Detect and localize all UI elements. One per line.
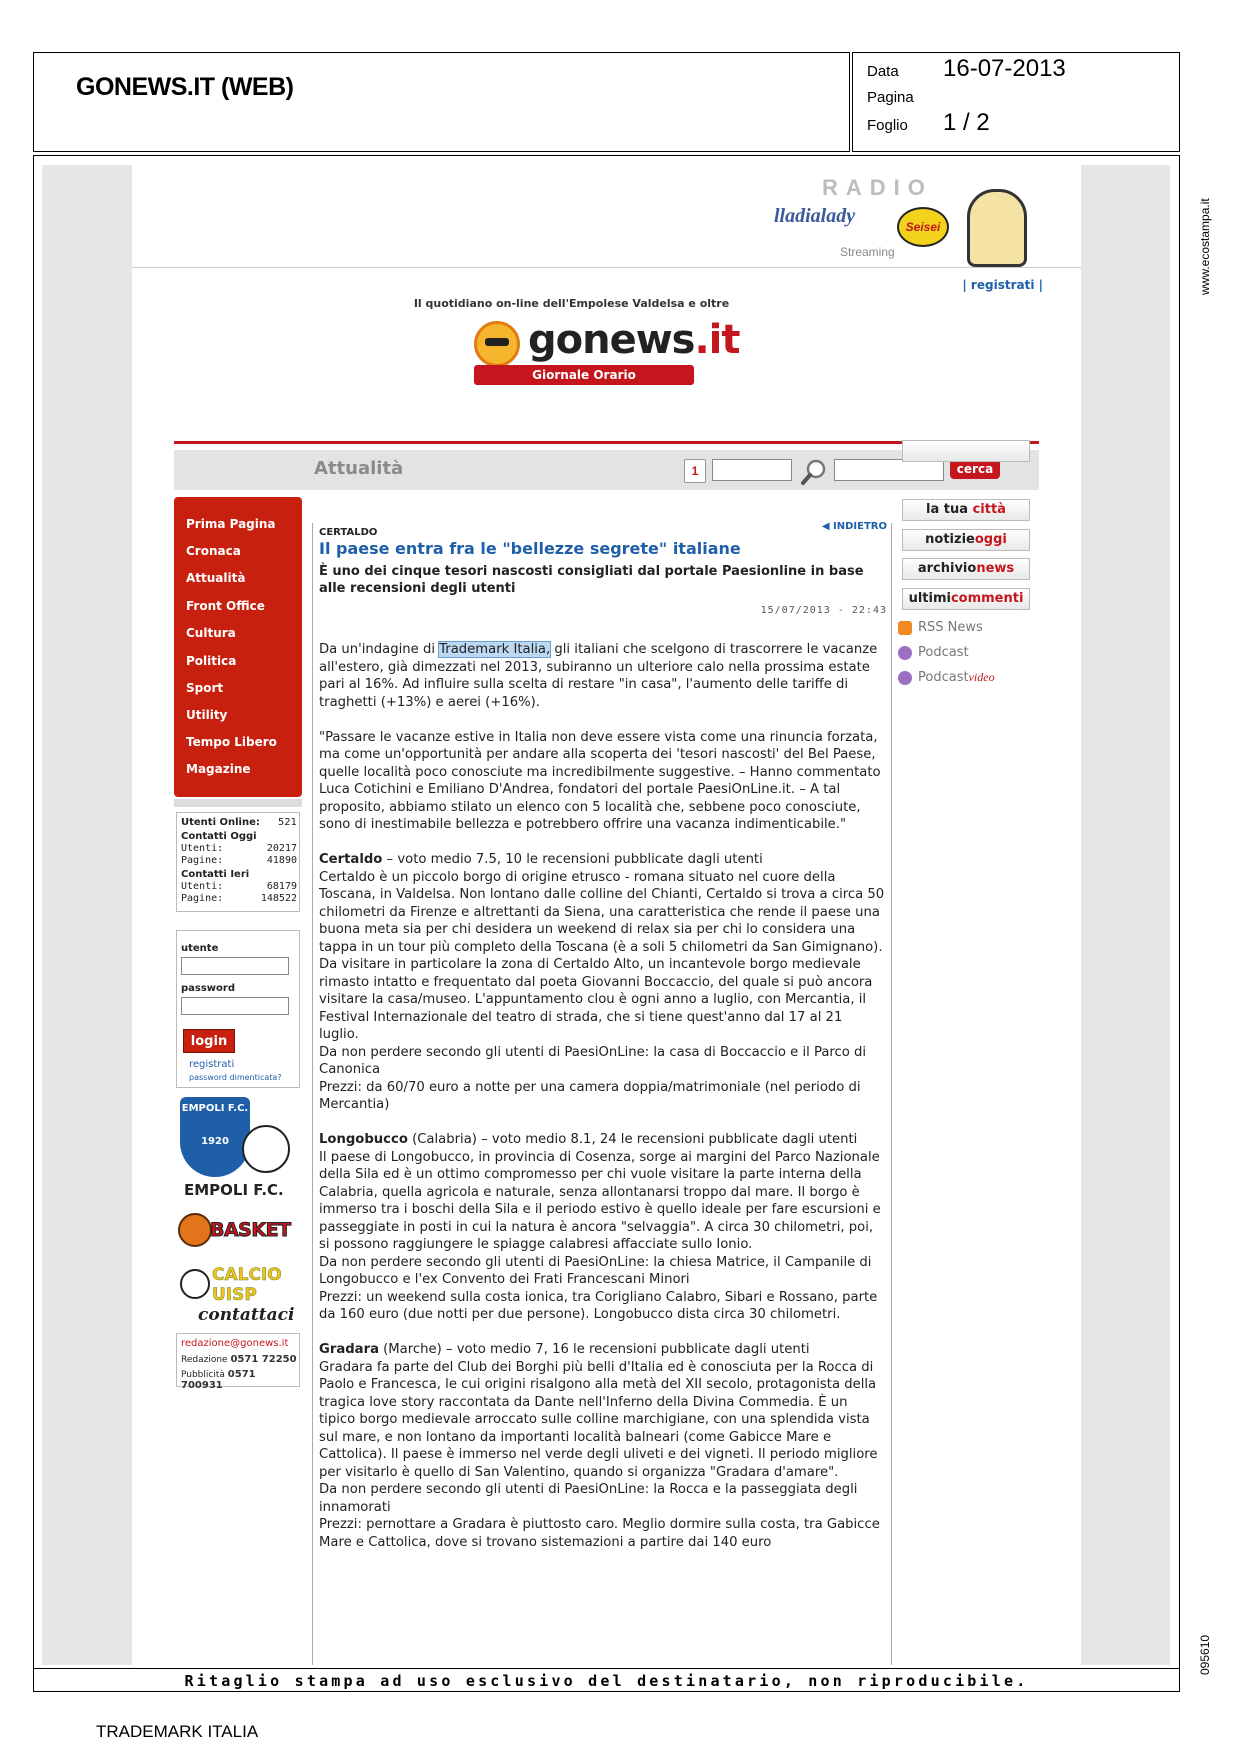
- menu-item-tempo-libero[interactable]: Tempo Libero: [186, 735, 277, 749]
- ieri-pagine-row: Pagine: 148522: [181, 893, 297, 904]
- highlighted-source: Trademark Italia,: [439, 642, 551, 657]
- search-button[interactable]: cerca: [950, 459, 1000, 479]
- registrati-link[interactable]: | registrati |: [962, 278, 1043, 292]
- password-input[interactable]: [181, 997, 289, 1015]
- logo-text: gonews.it: [528, 317, 740, 363]
- registrati-link[interactable]: registrati: [189, 1059, 235, 1070]
- article-date: 15/07/2013 - 22:43: [760, 605, 887, 616]
- streaming-label: Streaming: [840, 245, 895, 259]
- headphones-girl-image: [967, 189, 1027, 267]
- menu-item-prima-pagina[interactable]: Prima Pagina: [186, 517, 276, 531]
- section-title: Attualità: [314, 458, 404, 479]
- basketball-icon: [178, 1213, 212, 1247]
- online-row: Utenti Online: 521: [181, 817, 297, 828]
- data-value: 16-07-2013: [943, 55, 1066, 82]
- oggi-utenti-row: Utenti: 20217: [181, 843, 297, 854]
- divider: [132, 267, 1081, 268]
- oggi-heading: Contatti Oggi: [181, 831, 257, 842]
- article-location: CERTALDO: [319, 527, 378, 538]
- back-link[interactable]: ◀ INDIETRO: [821, 521, 887, 532]
- foglio-value: 1 / 2: [943, 109, 990, 136]
- login-button[interactable]: login: [183, 1029, 235, 1053]
- podcast-link[interactable]: Podcast: [918, 645, 969, 660]
- menu-item-front-office[interactable]: Front Office: [186, 599, 265, 613]
- menu-item-sport[interactable]: Sport: [186, 681, 224, 695]
- rss-news-link[interactable]: RSS News: [918, 620, 983, 635]
- empoli-fc-banner[interactable]: [176, 1097, 300, 1197]
- password-label: password: [181, 983, 236, 994]
- rss-icon: [898, 621, 912, 635]
- paragraph-longobucco: Longobucco (Calabria) – voto medio 8.1, 24 le recensioni pubblicate dagli utenti Il paese di Longobucco, in provincia di Cosenza, sorge ai margini del Parco Nazionale della Sila ed è un ottimo compromesso per chi vuole visitare la parte interna della Calabria, quella agricola e naturale, senza allontanarsi troppo dal mare. Il borgo è immerso tra i boschi della Sila e il periodo estivo è quello ideale per fare escursioni e passeggiate in posti in cui la natura è ancora "selvaggia". A circa 30 chilometri, poi, si possono raggiungere le spiagge calabresi affacciate sullo Ionio. Da non perdere secondo gli utenti di PaesiOnLine: la chiesa Matrice, il Campanile di Longobucco e l'ex Convento dei Frati Francescani Minori Prezzi: un weekend sulla costa ionica, tra Corigliano Calabro, Sibari e Rossano, parte da 160 euro (due notti per due persone). Longobucco dista circa 30 chilometri.: [319, 1132, 881, 1322]
- site-logo[interactable]: [474, 317, 740, 383]
- ieri-heading: Contatti Ieri: [181, 869, 250, 880]
- radio-title: RADIO: [822, 175, 933, 200]
- oggi-pagine-row: Pagine: 41890: [181, 855, 297, 866]
- search-icon: [800, 458, 828, 486]
- contattaci-label: contattaci: [198, 1305, 295, 1325]
- article-subtitle: È uno dei cinque tesori nascosti consigliati dal portale Paesionline in base alle recensioni degli utenti: [319, 564, 864, 596]
- soccer-ball-icon: [242, 1125, 290, 1173]
- podcast-icon: [898, 671, 912, 685]
- placeholder: [902, 440, 1030, 462]
- client-name: TRADEMARK ITALIA: [96, 1722, 259, 1741]
- pubblicita-phone-row: Pubblicità 0571 700931: [181, 1369, 256, 1391]
- visitor-stats: [176, 812, 300, 912]
- radio-logo: lladialady: [774, 205, 856, 227]
- site-tagline: Il quotidiano on-line dell'Empolese Valdelsa e oltre: [413, 297, 730, 310]
- podcast-video-link[interactable]: Podcastvideo: [918, 670, 995, 685]
- podcast-icon: [898, 646, 912, 660]
- ieri-utenti-row: Utenti: 68179: [181, 881, 297, 892]
- footer-notice: Ritaglio stampa ad uso esclusivo del destinatario, non riproducibile.: [33, 1668, 1180, 1692]
- redazione-box: [176, 1333, 300, 1391]
- redazione-phone-row: Redazione 0571 72250: [181, 1354, 297, 1365]
- pagina-label: Pagina: [867, 89, 914, 106]
- side-url: www.ecostampa.it: [1198, 198, 1212, 295]
- article: [312, 523, 892, 1665]
- notizie-oggi-button[interactable]: notizieoggi: [902, 529, 1030, 551]
- calcio-label: CALCIO UISP: [212, 1265, 282, 1305]
- archivio-news-button[interactable]: archivionews: [902, 558, 1030, 580]
- search-input[interactable]: [834, 459, 944, 481]
- empoli-shield-icon: EMPOLI F.C. 1920: [180, 1097, 250, 1177]
- forgot-password-link[interactable]: password dimenticata?: [189, 1073, 282, 1082]
- menu-item-politica[interactable]: Politica: [186, 654, 237, 668]
- contattaci-banner[interactable]: [176, 1287, 300, 1327]
- paragraph-intro: Da un'indagine di Trademark Italia, gli italiani che scelgono di trascorrere le vacanze all'estero, già dimezzati nel 2013, subiranno un ulteriore calo nella prossima estate pari al 16%. Ad influire sulla scelta di restare "in casa", l'aumento delle tariffe di traghetti (+13%) e aerei (+16%).: [319, 642, 878, 710]
- foglio-label: Foglio: [867, 117, 908, 134]
- la-tua-citta-button[interactable]: la tua città: [902, 499, 1030, 521]
- basket-banner[interactable]: [176, 1209, 300, 1251]
- redazione-email[interactable]: redazione@gonews.it: [181, 1338, 289, 1349]
- menu-item-attualita[interactable]: Attualità: [186, 571, 246, 585]
- username-input[interactable]: [181, 957, 289, 975]
- paragraph-quote: "Passare le vacanze estive in Italia non deve essere vista come una rinuncia forzata, ma come un'opportunità per andare alla scoperta dei 'tesori nascosti' del Bel Paese, quelle località poco conosciute ma incredibilmente suggestive. – Hanno commentato Luca Cotichini e Emiliano D'Andrea, fondatori del portale PaesiOnLine.it. – A tal proposito, abbiamo stilato un elenco con 5 località che, sebbene poco conosciute, sono di inestimabile bellezza e potrebbero offrire una vacanza indimenticabile.": [319, 729, 881, 832]
- publication-name: GONEWS.IT (WEB): [76, 73, 294, 101]
- side-code: 095610: [1198, 1634, 1212, 1675]
- paragraph-gradara: Gradara (Marche) – voto medio 7, 16 le recensioni pubblicate dagli utenti Gradara fa parte del Club dei Borghi più belli d'Italia ed è conosciuta per la Rocca di Paolo e Francesca, le cui origini risalgono alla metà del XII secolo, protagonista della tragica love story raccontata da Dante nell'Inferno della Divina Commedia. È un tipico borgo medievale arroccato sulle colline marchigiane, con una splendida vista sul mare, e non lontano da importanti località balneari (come Gabicce Mare e Cattolica). Il paese è immerso nel verde degli uliveti e dei vigneti. Il periodo migliore per visitarlo è quello di San Valentino, quando si organizza "Gradara d'amare". Da non perdere secondo gli utenti di PaesiOnLine: la Rocca e la passeggiata degli innamorati Prezzi: pernottare a Gradara è piuttosto caro. Meglio dormire sulla costa, tra Gabicce Mare e Cattolica, dove si trovano sistemazioni a partire dai 140 euro: [319, 1342, 880, 1550]
- menu-spacer: [174, 799, 302, 807]
- main-menu: [174, 497, 302, 797]
- basket-label: BASKET: [210, 1219, 291, 1241]
- empoli-name: EMPOLI F.C.: [184, 1181, 284, 1199]
- utente-label: utente: [181, 943, 219, 954]
- data-label: Data: [867, 63, 899, 80]
- article-title: Il paese entra fra le "bellezze segrete" italiane: [319, 539, 741, 558]
- web-page: [132, 165, 1081, 1665]
- paragraph-certaldo: Certaldo – voto medio 7.5, 10 le recensioni pubblicate dagli utenti Certaldo è un piccolo borgo di origine etrusco - romana situato nel cuore della Toscana, in Valdelsa. Non lontano dalle colline del Chianti, Certaldo si trova a circa 50 chilometri da Firenze e altrettanti da Siena, una caratteristica che rende il paese una buona meta sia per chi desidera un weekend di relax sia per chi lo considera una tappa in un tour più completo della Toscana (è a soli 5 chilometri da San Gimignano). Da visitare in particolare la zona di Certaldo Alto, un incantevole borgo medievale rimasto intatto e frequentato dal poeta Giovanni Boccaccio, del quale si può ancora visitare la casa/museo. L'appuntamento clou è ogni anno a luglio, con Mercantia, il Festival Internazionale del teatro di strada, che si tiene quest'anno dal 17 al 21 luglio. Da non perdere secondo gli utenti di PaesiOnLine: la casa di Boccaccio e il Parco di Canonica Prezzi: da 60/70 euro a notte per una camera doppia/matrimoniale (nel periodo di Mercantia): [319, 852, 885, 1112]
- ultimi-commenti-button[interactable]: ultimicommenti: [902, 588, 1030, 610]
- calendar-icon[interactable]: 1: [684, 459, 706, 483]
- menu-item-magazine[interactable]: Magazine: [186, 762, 251, 776]
- publication-header: [33, 52, 850, 152]
- date-input[interactable]: [712, 459, 792, 481]
- clipping-meta: [852, 52, 1180, 152]
- login-box: [176, 930, 300, 1088]
- menu-item-cultura[interactable]: Cultura: [186, 626, 236, 640]
- web-screenshot: [42, 165, 1170, 1665]
- radio-banner[interactable]: [762, 175, 1042, 265]
- article-body: [319, 641, 885, 1569]
- logo-subtitle: Giornale Orario: [474, 365, 694, 385]
- seisei-logo: Seisei: [897, 207, 949, 247]
- menu-item-utility[interactable]: Utility: [186, 708, 228, 722]
- sun-mascot-icon: [474, 321, 520, 367]
- menu-item-cronaca[interactable]: Cronaca: [186, 544, 241, 558]
